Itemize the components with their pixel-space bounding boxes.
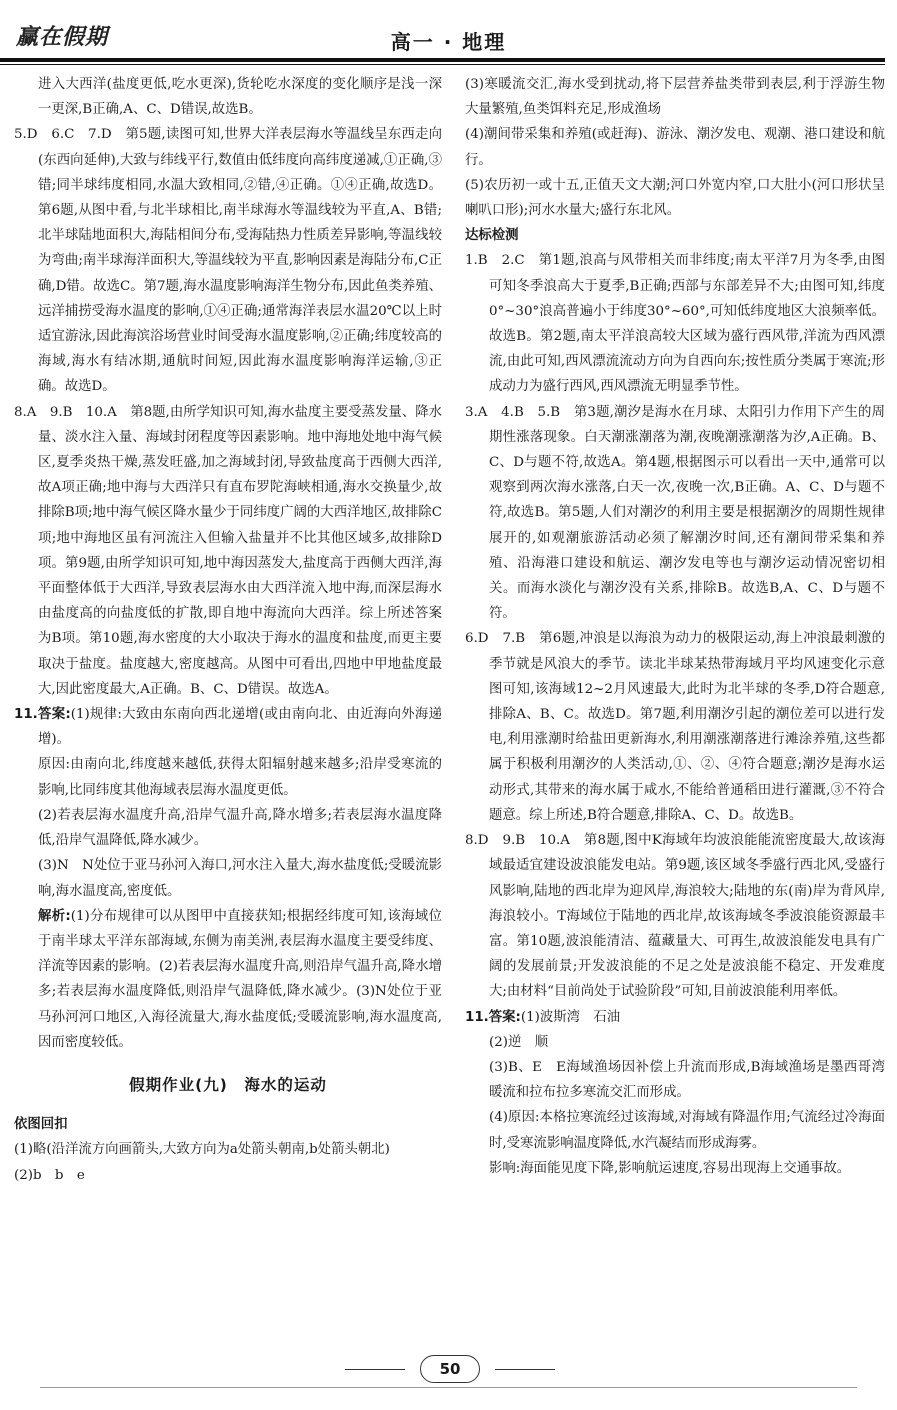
test-answer-11-5: 影响:海面能见度下降,影响航运速度,容易出现海上交通事故。 (489, 1160, 851, 1176)
test-answer-3-5: 3.A 4.B 5.B 第3题,潮汐是海水在月球、太阳引力作用下产生的周期性涨落现象。白天潮涨潮落为潮,夜晚潮涨潮落为汐,A正确。B、C、D与题不符,故选A。第4题,根据图示可以看出一天中,通常可以观察到两次海水涨落,白天一次,夜晚一次,B正确。A、C、D与题不符,故选B。第5题,人们对潮汐的利用主要是根据潮汐的周期性规律展开的,如观潮旅游活动必须了解潮汐时间,还有潮间带采集和养殖、沿海港口建设和航运、潮汐发电等也与潮汐运动情况密切相关。而海水淡化与潮汐没有关系,排除B。故选B,A、C、D与题不符。 (465, 404, 885, 622)
right-column (465, 72, 885, 1181)
test-answer-11-3: (3)B、E E海域渔场因补偿上升流而形成,B海域渔场是墨西哥湾暖流和拉布拉多寒流交汇而形成。 (489, 1059, 885, 1101)
test-answer-6-7: 6.D 7.B 第6题,冲浪是以海浪为动力的极限运动,海上冲浪最刺激的季节就是风浪大的季节。读北半球某热带海域月平均风速变化示意图可知,该海域12~2月风速最大,此时为北半球的冬季,D符合题意,排除A、B、C。故选D。第7题,利用潮汐引起的潮位差可以进行发电,利用涨潮时给盐田更新海水,利用潮涨潮落进行滩涂养殖,这些都属于积极利用潮汐的人类活动,①、②、④符合题意;潮汐是海水运动形式,其带来的海水属于咸水,不能给普通稻田进行灌溉,③不符合题意。综上所述,B符合题意,排除A、C、D。故选B。 (465, 631, 885, 823)
footer-line-right (495, 1369, 555, 1370)
answer-11-part1 (14, 702, 442, 752)
test-answer-11-2: (2)逆 顺 (489, 1034, 549, 1050)
analysis-label: 解析: (38, 908, 71, 924)
test-answer-11-4: (4)原因:本格拉寒流经过该海域,对海域有降温作用;气流经过冷海面时,受寒流影响温度降低,水汽凝结而形成海雾。 (489, 1110, 885, 1151)
page-title: 高一 · 地理 (390, 30, 507, 54)
answer-8-10: 8.A 9.B 10.A 第8题,由所学知识可知,海水盐度主要受蒸发量、降水量、淡水注入量、海域封闭程度等因素影响。地中海地处地中海气候区,夏季炎热干燥,蒸发旺盛,加之海域封闭,导致盐度高于西侧大西洋,故A项正确;地中海与大西洋只有直布罗陀海峡相通,海水交换量少,故排除B项;地中海气候区降水量少于同纬度广阔的大西洋地区,故排除C项;地中海地区虽有河流注入但输入盐量并不比其他区域多,故排除D项。第9题,由所学知识可知,地中海因蒸发大,盐度高于西侧大西洋,海平面整体低于大西洋,导致表层海水由大西洋流入地中海,而深层海水由盐度高的向盐度低的扩散,即自地中海流向大西洋。综上所述答案为B项。第10题,海水密度的大小取决于海水的温度和盐度,而更主要取决于盐度。盐度越大,密度越高。从图中可看出,四地中甲地盐度最大,因此密度最大,A正确。B、C、D错误。故选A。 (14, 404, 442, 697)
homework-title: 假期作业(九) 海水的运动 (129, 1075, 327, 1094)
answer-11-1: (1)规律:大致由东南向西北递增(或由南向北、由近海向外海递增)。 (38, 707, 443, 748)
figure-review-4: (4)潮间带采集和养殖(或赶海)、游泳、潮汐发电、观潮、港口建设和航行。 (465, 127, 885, 168)
brand-logo: 赢在假期 (16, 25, 109, 50)
page-footer (0, 1355, 897, 1405)
answer-label: 11.答案: (14, 707, 71, 723)
answer-11-reason: 原因:由南向北,纬度越来越低,获得太阳辐射越来越多;沿岸受寒流的影响,比同纬度其他海域表层海水温度更低。 (38, 757, 442, 798)
figure-review-5: (5)农历初一或十五,正值天文大潮;河口外宽内窄,口大肚小(河口形状呈喇叭口形);河水水量大;盛行东北风。 (465, 177, 885, 219)
test-answer-label: 11.答案: (465, 1009, 521, 1025)
page-header (0, 0, 897, 62)
analysis-text: (1)分布规律可以从图甲中直接获知;根据经纬度可知,该海域位于南半球太平洋东部海域,东侧为南美洲,表层海水温度主要受纬度、洋流等因素的影响。(2)若表层海水温度升高,则沿岸气温升高,降水增多;若表层海水温度降低,则沿岸气温降低,降水减少。(3)N处位于亚马孙河河口地区,入海径流量大,海水盐度低;受暖流影响,海水温度高,因而密度较低。 (38, 908, 443, 1050)
figure-review-1: (1)略(沿洋流方向画箭头,大致方向为a处箭头朝南,b处箭头朝北) (14, 1142, 390, 1158)
header-rule-thin (0, 64, 885, 65)
footer-rule (40, 1387, 857, 1388)
footer-line-left (345, 1369, 405, 1370)
section-standard-test: 达标检测 (465, 228, 519, 244)
test-answer-11-1-text: (1)波斯湾 石油 (520, 1009, 621, 1025)
header-rule (0, 58, 885, 62)
figure-review-2: (2)b b e (14, 1167, 85, 1183)
test-answer-8-10: 8.D 9.B 10.A 第8题,图中K海域年均波浪能能流密度最大,故该海域最适宜建设波浪能发电站。第9题,该区域冬季盛行西北风,受盛行风影响,陆地的西北岸为迎风岸,海浪较大;陆地的东(南)岸为背风岸,海浪较小。T海域位于陆地的西北岸,故该海域冬季波浪能资源最丰富。第10题,波浪能清洁、蕴藏量大、可再生,故波浪能发电具有广阔的发展前景;开发波浪能的不足之处是波浪能不稳定、开发难度大;由材料“目前尚处于试验阶段”可知,目前波浪能利用率低。 (465, 833, 885, 1000)
answer-5-7: 5.D 6.C 7.D 第5题,读图可知,世界大洋表层海水等温线呈东西走向(东西向延伸),大致与纬线平行,数值由低纬度向高纬度递减,①正确,③错;同半球纬度相同,水温大致相同,②错,④正确。①④正确,故选D。第6题,从图中看,与北半球相比,南半球海水等温线较为平直,A、B错;北半球陆地面积大,海陆相间分布,受海陆热力性质差异影响,等温线较为弯曲;南半球海洋面积大,等温线较为平直,影响因素是海陆分布,C正确,D错。故选C。第7题,海水温度影响海洋生物分布,因此鱼类养殖、远洋捕捞受海水温度的影响,①④正确;通常海洋表层水温20℃以上时适宜游泳,因此海滨浴场营业时间受海水温度影响,②正确;纬度较高的海域,海水有结冰期,通航时间短,因此海水温度影响海洋运输,③正确。故选D。 (14, 127, 442, 395)
answer-11-2: (2)若表层海水温度升高,沿岸气温升高,降水增多;若表层海水温度降低,沿岸气温降低,降水减少。 (38, 807, 442, 849)
figure-review-3: (3)寒暖流交汇,海水受到扰动,将下层营养盐类带到表层,利于浮游生物大量繁殖,鱼类饵料充足,形成渔场 (465, 77, 885, 118)
left-column (14, 72, 442, 1188)
intro-paragraph: 进入大西洋(盐度更低,吃水更深),货轮吃水深度的变化顺序是浅一深一更深,B正确,A、C、D错误,故选B。 (38, 77, 442, 118)
test-answer-1-2: 1.B 2.C 第1题,浪高与风带相关而非纬度;南太平洋7月为冬季,由图可知冬季浪高大于夏季,B正确;西部与东部差异不大;由图可知,纬度0°~30°浪高普遍小于纬度30°~60°,可知低纬度地区大浪频率低。故选B。第2题,南太平洋浪高较大区域为盛行西风带,洋流为西风漂流,由此可知,西风漂流流动方向为自西向东;按性质分类属于寒流;形成动力为盛行西风,西风漂流无明显季节性。 (465, 253, 885, 395)
page-number: 50 (420, 1355, 480, 1383)
section-figure-review: 依图回扣 (14, 1117, 68, 1133)
answer-11-3: (3)N N处位于亚马孙河入海口,河水注入量大,海水盐度低;受暖流影响,海水温度高,密度低。 (38, 858, 442, 899)
test-answer-11-1 (465, 1005, 885, 1030)
analysis (14, 904, 442, 1055)
